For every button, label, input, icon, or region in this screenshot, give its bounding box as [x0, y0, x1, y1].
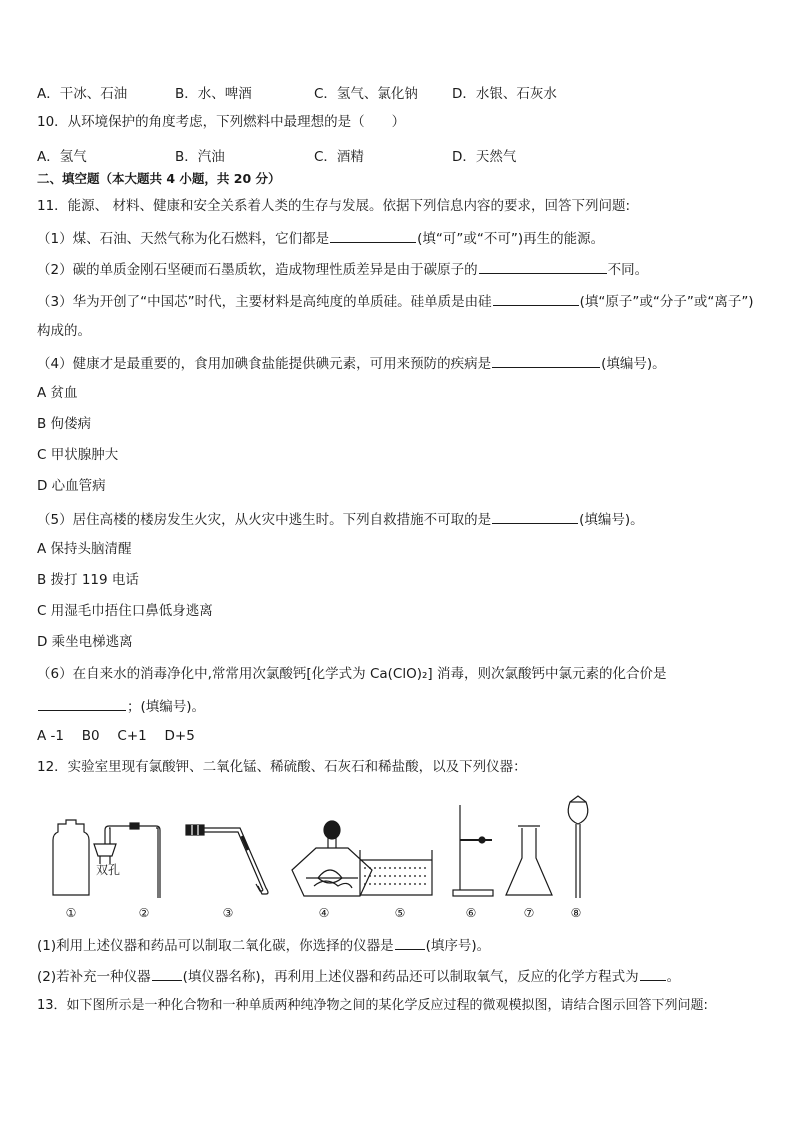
answer-blank[interactable] — [38, 696, 126, 711]
q10-option-a: A．氢气 — [37, 149, 87, 165]
section-heading: 二、填空题（本大题共 4 小题，共 20 分） — [37, 171, 281, 186]
apparatus-number-3: ③ — [222, 906, 234, 920]
q11-part3-hint: (填“原子”或“分子”或“离子”) — [579, 294, 754, 310]
q11-part5-option-b: B 拨打 119 电话 — [37, 572, 139, 588]
apparatus-number-1: ① — [65, 906, 77, 920]
q12-stem: 12．实验室里现有氯酸钾、二氧化锰、稀硫酸、石灰石和稀盐酸，以及下列仪器： — [37, 759, 527, 775]
q11-part2-hint: 不同。 — [607, 262, 649, 278]
answer-blank[interactable] — [640, 966, 666, 981]
q10-option-c: C．酒精 — [314, 149, 364, 165]
apparatus-number-6: ⑥ — [465, 906, 477, 920]
conical-flask-icon — [506, 826, 552, 895]
q11-stem: 11．能源、 材料、健康和安全关系着人类的生存与发展。依据下列信息内容的要求，回答下列问题: — [37, 198, 631, 214]
apparatus-number-4: ④ — [318, 906, 330, 920]
answer-blank[interactable] — [493, 291, 579, 306]
q10-option-d: D．天然气 — [452, 149, 517, 165]
q13-stem: 13．如下图所示是一种化合物和一种单质两种纯净物之间的某化学反应过程的微观模拟图，请结合图示回答下列问题: — [37, 998, 708, 1013]
q12-sub1-hint: (填序号)。 — [425, 938, 491, 954]
q10-stem: 10．从环境保护的角度考虑，下列燃料中最理想的是（ ） — [37, 114, 406, 130]
iron-stand-icon — [453, 805, 493, 896]
q11-part3 — [37, 291, 754, 311]
q11-part4-text: （4）健康才是最重要的，食用加碘食盐能提供碘元素，可用来预防的疾病是 — [37, 356, 492, 372]
q11-part1-hint: (填“可”或“不可”)再生的能源。 — [417, 231, 605, 247]
lab-apparatus-figure — [30, 790, 630, 925]
q11-part4-option-d: D 心血管病 — [37, 478, 106, 494]
double-hole-stopper-icon — [94, 823, 160, 898]
funnel-icon — [568, 796, 588, 898]
apparatus-number-2: ② — [138, 906, 150, 920]
q11-part4-option-c: C 甲状腺肿大 — [37, 447, 119, 463]
q12-sub1 — [37, 935, 490, 955]
q11-part5-text: （5）居住高楼的楼房发生火灾，从火灾中逃生时。下列自救措施不可取的是 — [37, 512, 492, 528]
q9-option-d: D．水银、石灰水 — [452, 86, 557, 102]
answer-blank[interactable] — [492, 353, 600, 368]
q11-part5-hint: (填编号)。 — [579, 512, 644, 528]
answer-blank[interactable] — [395, 935, 425, 950]
q11-part1-text: （1）煤、石油、天然气称为化石燃料，它们都是 — [37, 231, 330, 247]
q11-part1 — [37, 228, 604, 248]
q9-option-c: C．氢气、氯化钠 — [314, 86, 418, 102]
q11-part4 — [37, 353, 666, 373]
q11-part6-hint: ；(填编号)。 — [127, 699, 206, 715]
q12-sub2 — [37, 966, 680, 986]
q11-part2 — [37, 259, 648, 279]
q11-part5-option-a: A 保持头脑清醒 — [37, 541, 132, 557]
q12-sub2-end: 。 — [666, 969, 681, 985]
q12-sub2-hint: (填仪器名称)，再利用上述仪器和药品还可以制取氧气，反应的化学方程式为 — [182, 969, 639, 985]
q9-option-b: B．水、啤酒 — [175, 86, 252, 102]
q9-option-a: A．干冰、石油 — [37, 86, 128, 102]
apparatus-number-8: ⑧ — [570, 906, 582, 920]
q12-sub2-text: (2)若补充一种仪器 — [37, 969, 151, 985]
q11-part5-option-d: D 乘坐电梯逃离 — [37, 634, 133, 650]
apparatus-number-7: ⑦ — [523, 906, 535, 920]
answer-blank[interactable] — [330, 228, 416, 243]
q11-part6: （6）在自来水的消毒净化中,常常用次氯酸钙[化学式为 Ca(ClO)₂] 消毒，则次氯酸钙中氯元素的化合价是 — [37, 666, 667, 682]
q11-part5-option-c: C 用湿毛巾捂住口鼻低身逃离 — [37, 603, 213, 619]
delivery-tube-icon — [186, 825, 268, 894]
q11-part3-text: （3）华为开创了“中国芯”时代，主要材料是高纯度的单质硅。硅单质是由硅 — [37, 294, 492, 310]
q11-part4-hint: (填编号)。 — [601, 356, 666, 372]
q10-option-b: B．汽油 — [175, 149, 225, 165]
q11-part2-text: （2）碳的单质金刚石坚硬而石墨质软，造成物理性质差异是由于碳原子的 — [37, 262, 478, 278]
answer-blank[interactable] — [492, 509, 578, 524]
q11-part4-option-a: A 贫血 — [37, 385, 78, 401]
q11-part5 — [37, 509, 644, 529]
q11-part4-option-b: B 佝偻病 — [37, 416, 92, 432]
q11-part3-cont: 构成的。 — [37, 323, 91, 339]
q11-part6-options: A -1 B0 C+1 D+5 — [37, 728, 195, 744]
q11-part6-cont — [37, 696, 205, 716]
wide-mouth-bottle-icon — [53, 820, 89, 895]
apparatus-number-5: ⑤ — [394, 906, 406, 920]
q12-sub1-text: (1)利用上述仪器和药品可以制取二氧化碳，你选择的仪器是 — [37, 938, 394, 954]
answer-blank[interactable] — [152, 966, 182, 981]
answer-blank[interactable] — [479, 259, 607, 274]
stopper-label: 双孔 — [96, 863, 121, 877]
